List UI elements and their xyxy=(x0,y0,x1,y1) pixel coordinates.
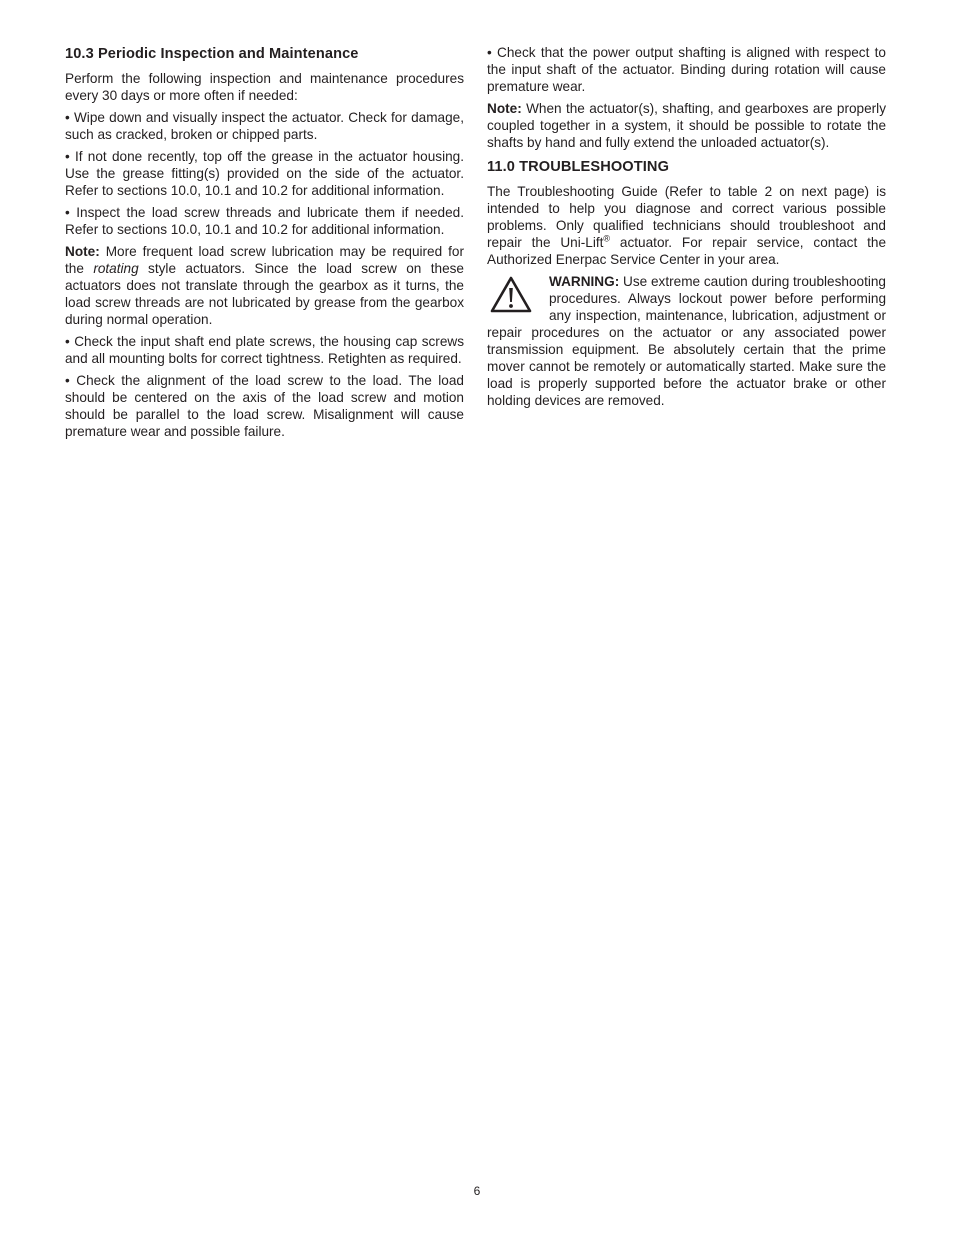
warning-block xyxy=(487,273,886,409)
bullet-screws-tightness: • Check the input shaft end plate screws, the housing cap screws and all mounting bolts for correct tightness. Retighten as required. xyxy=(65,334,464,366)
note-label: Note: xyxy=(65,244,100,259)
note-emphasis: rotating xyxy=(93,261,139,276)
note-label: Note: xyxy=(487,101,522,116)
bullet-shafting-alignment: • Check that the power output shafting is aligned with respect to the input shaft of the actuator. Binding during rotation will cause premature wear. xyxy=(487,45,886,94)
note-text-after: style actuators. Since the load screw on these actuators does not translate through the gearbox as it turns, the load screw threads are not lubricated by grease from the gearbox during normal operation. xyxy=(65,261,464,327)
bullet-grease: • If not done recently, top off the grease in the actuator housing. Use the grease fitting(s) provided on the side of the actuator. Refer to sections 10.0, 10.1 and 10.2 for additional information. xyxy=(65,149,464,198)
section-heading-troubleshooting: 11.0 TROUBLESHOOTING xyxy=(487,159,670,175)
section-heading-periodic-inspection: 10.3 Periodic Inspection and Maintenance xyxy=(65,46,359,62)
bullet-load-screw-threads: • Inspect the load screw threads and lubricate them if needed. Refer to sections 10.0, 10.1 and 10.2 for additional information. xyxy=(65,205,464,237)
troubleshooting-intro xyxy=(487,183,886,268)
intro-part-2: actuator. For repair service, contact the Authorized Enerpac Service Center in your area. xyxy=(487,235,887,267)
note-coupled-system xyxy=(487,100,886,151)
intro-part-1: The Troubleshooting Guide (Refer to table 2 on next page) is intended to help you diagnose and correct various possible problems. Only qualified technicians should troubleshoot and repair the Uni-Lift xyxy=(487,184,886,250)
note-text: When the actuator(s), shafting, and gearboxes are properly coupled together in a system, it should be possible to rotate the shafts by hand and fully extend the unloaded actuator(s). xyxy=(487,101,886,150)
note-rotating-actuators xyxy=(65,243,464,328)
warning-body: Use extreme caution during troubleshooting procedures. Always lockout power before performing any inspection, maintenance, lubrication, adjustment or repair procedures on the actuator or any associated power transmission equipment. Be absolutely certain that the prime mover cannot be remotely or automatically started. Make sure the load is properly supported before the actuator brake or other holding devices are removed. xyxy=(487,274,886,408)
warning-label: WARNING: xyxy=(549,274,620,289)
intro-paragraph: Perform the following inspection and maintenance procedures every 30 days or more often if needed: xyxy=(65,71,464,103)
bullet-wipe-down: • Wipe down and visually inspect the actuator. Check for damage, such as cracked, broken or chipped parts. xyxy=(65,110,464,142)
note-text-before: More frequent load screw lubrication may be required for the xyxy=(65,244,464,276)
registered-mark: ® xyxy=(603,233,611,244)
left-column xyxy=(65,44,464,445)
warning-text xyxy=(487,273,886,409)
page-number: 6 xyxy=(473,1184,481,1198)
warning-triangle-icon xyxy=(489,275,533,315)
right-column xyxy=(487,44,886,414)
bullet-alignment: • Check the alignment of the load screw to the load. The load should be centered on the axis of the load screw and motion should be parallel to the load screw. Misalignment will cause premature wear and possible failure. xyxy=(65,373,464,439)
